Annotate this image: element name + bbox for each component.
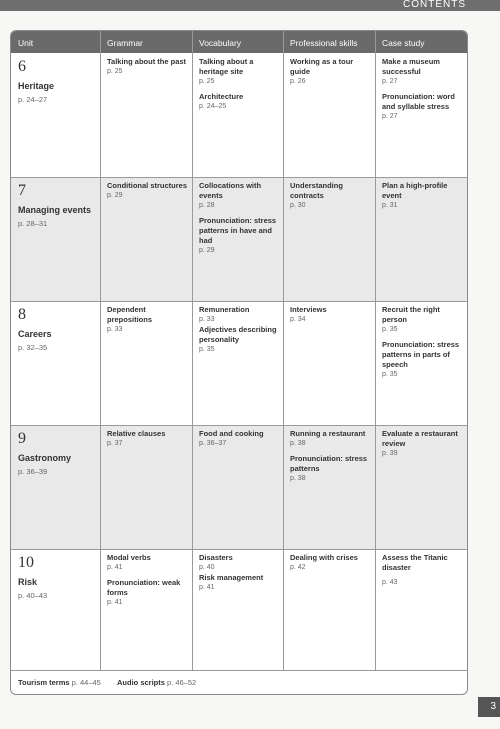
topic-text: Pronunciation: word and syllable stress [382, 92, 455, 111]
page-ref: p. 29 [107, 192, 123, 199]
page-ref: p. 35 [382, 326, 398, 333]
case-study-cell [382, 553, 464, 588]
topic-text: Pronunciation: stress patterns in have and had [199, 216, 277, 245]
unit-pages: p. 32–35 [18, 343, 48, 352]
skills-cell [290, 181, 372, 211]
page-ref: p. 33 [107, 326, 123, 333]
unit-number: 10 [18, 554, 34, 571]
topic-text: Remuneration [199, 305, 250, 314]
topic-text: Architecture [199, 92, 244, 101]
page-ref: p. 29 [199, 247, 215, 254]
audio-scripts-pages: p. 46–52 [167, 678, 197, 687]
table-header [11, 31, 467, 53]
topic-text: Working as a tour guide [290, 57, 354, 76]
topic-text: Evaluate a restaurant review [382, 429, 458, 448]
audio-scripts-label: Audio scripts [117, 678, 165, 687]
header-bar [0, 0, 500, 11]
column-divider [283, 53, 284, 670]
page-ref: p. 38 [290, 475, 306, 482]
topic-text: Conditional structures [107, 181, 188, 190]
unit-cell [18, 555, 47, 600]
vocabulary-cell [199, 57, 281, 112]
unit-title: Careers [18, 329, 52, 339]
col-header-grammar: Grammar [107, 38, 143, 48]
topic-text: Food and cooking [199, 429, 264, 438]
tourism-terms-label: Tourism terms [18, 678, 70, 687]
page-ref: p. 25 [107, 68, 123, 75]
topic-text: Interviews [290, 305, 327, 314]
page-ref: p. 42 [290, 564, 306, 571]
row-divider [11, 177, 467, 178]
page-ref: p. 41 [107, 599, 123, 606]
unit-cell [18, 307, 52, 352]
page-ref: p. 36–37 [199, 440, 227, 447]
column-divider [100, 53, 101, 670]
page-ref: p. 30 [290, 202, 306, 209]
col-header-case-study: Case study [382, 38, 425, 48]
topic-text: Understanding contracts [290, 181, 343, 200]
col-header-skills: Professional skills [290, 38, 358, 48]
grammar-cell [107, 181, 189, 201]
topic-text: Dependent prepositions [107, 305, 153, 324]
page-ref: p. 37 [107, 440, 123, 447]
unit-title: Risk [18, 577, 38, 587]
grammar-cell [107, 305, 189, 335]
unit-number: 7 [18, 182, 26, 199]
topic-text: Disasters [199, 553, 233, 562]
topic-text: Assess the Titanic disaster [382, 553, 448, 572]
vocabulary-cell [199, 553, 281, 593]
topic-text: Collocations with events [199, 181, 262, 200]
page-ref: p. 41 [199, 584, 215, 591]
row-divider [11, 301, 467, 302]
header-divider [192, 31, 193, 53]
topic-text: Pronunciation: stress patterns [290, 454, 368, 473]
case-study-cell [382, 305, 464, 380]
topic-text: Make a museum successful [382, 57, 440, 76]
case-study-cell [382, 181, 464, 211]
topic-text: Pronunciation: weak forms [107, 578, 181, 597]
header-divider [100, 31, 101, 53]
row-divider [11, 549, 467, 550]
unit-cell [18, 59, 54, 104]
topic-text: Talking about the past [107, 57, 187, 66]
case-study-cell [382, 429, 464, 459]
page-ref: p. 38 [290, 440, 306, 447]
page-ref: p. 41 [107, 564, 123, 571]
row-divider [11, 425, 467, 426]
unit-cell [18, 183, 91, 228]
page-ref: p. 27 [382, 78, 398, 85]
unit-pages: p. 28–31 [18, 219, 48, 228]
topic-text: Modal verbs [107, 553, 151, 562]
topic-text: Adjectives describing personality [199, 325, 277, 344]
unit-pages: p. 24–27 [18, 95, 48, 104]
topic-text: Dealing with crises [290, 553, 358, 562]
page-ref: p. 34 [290, 316, 306, 323]
vocabulary-cell [199, 181, 281, 256]
topic-text: Recruit the right person [382, 305, 440, 324]
page-ref: p. 33 [199, 316, 215, 323]
page-ref: p. 26 [290, 78, 306, 85]
page-ref: p. 31 [382, 202, 398, 209]
grammar-cell [107, 429, 189, 449]
topic-text: Running a restaurant [290, 429, 366, 438]
page-ref: p. 35 [199, 346, 215, 353]
page-ref: p. 27 [382, 113, 398, 120]
column-divider [375, 53, 376, 670]
unit-pages: p. 36–39 [18, 467, 48, 476]
vocabulary-cell [199, 429, 281, 449]
unit-pages: p. 40–43 [18, 591, 48, 600]
topic-text: Plan a high-profile event [382, 181, 448, 200]
unit-title: Managing events [18, 205, 92, 215]
header-divider [375, 31, 376, 53]
skills-cell [290, 305, 372, 325]
page-ref: p. 35 [382, 371, 398, 378]
page-ref: p. 24–25 [199, 103, 227, 110]
unit-number: 9 [18, 430, 26, 447]
unit-title: Gastronomy [18, 453, 72, 463]
vocabulary-cell [199, 305, 281, 355]
page-ref: p. 43 [382, 579, 398, 586]
topic-text: Risk management [199, 573, 264, 582]
grammar-cell [107, 553, 189, 608]
column-divider [192, 53, 193, 670]
topic-text: Relative clauses [107, 429, 166, 438]
section-title: CONTENTS [403, 0, 466, 10]
skills-cell [290, 57, 372, 87]
unit-cell [18, 431, 71, 476]
page-number: 3 [490, 701, 496, 712]
page-ref: p. 25 [199, 78, 215, 85]
grammar-cell [107, 57, 189, 77]
unit-number: 8 [18, 306, 26, 323]
unit-number: 6 [18, 58, 26, 75]
page-ref: p. 40 [199, 564, 215, 571]
col-header-vocabulary: Vocabulary [199, 38, 242, 48]
footer-row [11, 670, 467, 694]
topic-text: Talking about a heritage site [199, 57, 254, 76]
header-divider [283, 31, 284, 53]
unit-title: Heritage [18, 81, 55, 91]
page-ref: p. 39 [382, 450, 398, 457]
contents-table [10, 30, 468, 695]
tourism-terms-pages: p. 44–45 [71, 678, 101, 687]
skills-cell [290, 553, 372, 573]
topic-text: Pronunciation: stress patterns in parts of speech [382, 340, 460, 369]
page-ref: p. 28 [199, 202, 215, 209]
skills-cell [290, 429, 372, 484]
page-number-tab [478, 697, 500, 717]
col-header-unit: Unit [18, 38, 34, 48]
case-study-cell [382, 57, 464, 122]
